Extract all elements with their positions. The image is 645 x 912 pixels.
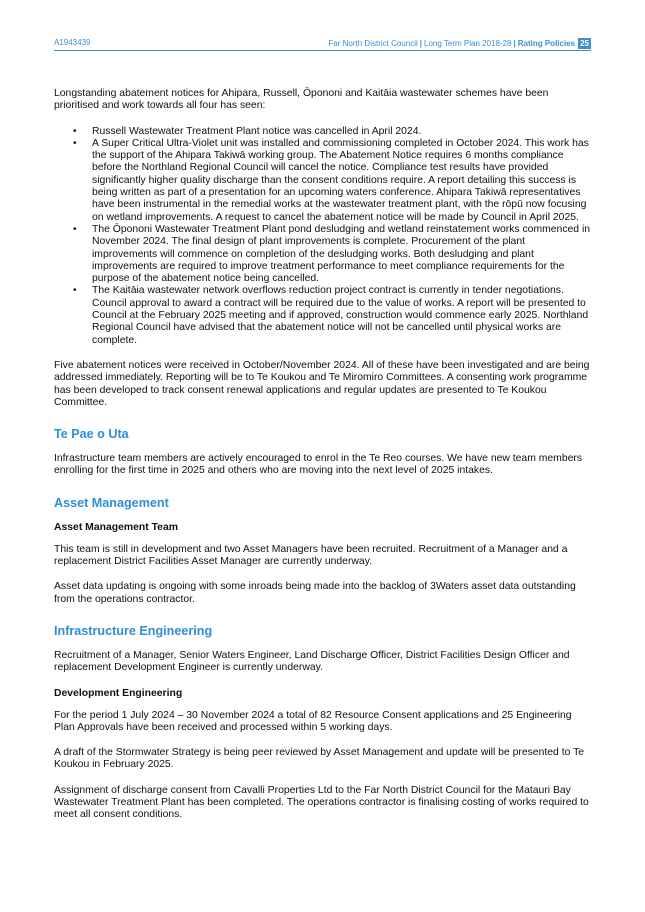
subheading-development-engineering: Development Engineering: [54, 687, 183, 699]
subheading-asset-management-team: Asset Management Team: [54, 521, 178, 533]
infra-paragraph: Recruitment of a Manager, Senior Waters Engineer, Land Discharge Officer, District Facilities Design Officer and replacement Development Engineer is currently underway.: [54, 649, 570, 674]
te-pae-paragraph: Infrastructure team members are actively encouraged to enrol in the Te Reo courses. We have new team members enrolling for the first time in 2025 and others who are moving into the next level of 2025 intakes.: [54, 453, 583, 477]
list-item: • The Kaitāia wastewater network overflows reduction project contract is currently in tender negotiations. Council approval to award a contract will be required due to the value of works. A report will be presented to Council at the February 2025 meeting and if approved, construction would commence early 2025. Northland Regional Council have advised that the abatement notice will not be cancelled until physical works are complete.: [92, 285, 592, 346]
list-item: • A Super Critical Ultra-Violet unit was installed and commissioning completed in October 2024. This work has the support of the Ahipara Takiwā working group. The Abatement Notice requires 6 months compliance before the Northland Regional Council will cancel the notice. Compliance test results have provided significantly higher quality discharge than the consent conditions require. A report detailing this success is being written as part of a presentation for an upcoming waters conference. Ahipara Takiwā representatives have been instrumental in the remedial works at the wastewater treatment plant, with the rōpū now focusing on wetland improvements. A request to cancel the abatement notice will be made by Council in April 2025.: [92, 138, 592, 224]
council-name: Far North District Council: [328, 39, 418, 48]
dev-eng-paragraph-2: A draft of the Stormwater Strategy is being peer reviewed by Asset Management and update will be presented to Te Koukou in February 2025.: [54, 747, 585, 771]
page-header: [54, 38, 591, 51]
abatement-paragraph: Five abatement notices were received in October/November 2024. All of these have been investigated and are being addressed immediately. Reporting will be to Te Koukou and Te Miromiro Committees. A consenting work programme has been developed to track consent renewal applications and regular updates are presented to Te Koukou Committee.: [54, 359, 590, 408]
header-title: Far North District Council | Long Term Plan 2018-28 | Rating Policies 25: [328, 39, 589, 48]
asset-paragraph-1: This team is still in development and two Asset Managers have been recruited. Recruitment of a Manager and a replacement District Facilities Asset Manager are currently underway.: [54, 543, 568, 568]
section-heading-infrastructure-engineering: Infrastructure Engineering: [54, 623, 213, 638]
dev-eng-paragraph-3: Assignment of discharge consent from Cavalli Properties Ltd to the Far North District Council for the Matauri Bay Wastewater Treatment Plant has been completed. The operations contractor is finalising costing of works required to meet all consent conditions.: [54, 784, 589, 821]
section-heading-asset-management: Asset Management: [54, 495, 169, 510]
section-name: Rating Policies: [517, 39, 576, 48]
list-item: • The Ōpononi Wastewater Treatment Plant pond desludging and wetland reinstatement works commenced in November 2024. The final design of plant improvements is complete. Procurement of the plant improvements will commence on completion of the desludging works. Both desludging and plant improvements are required to improve treatment performance to meet compliance requirements for the purpose of the abatement notice being cancelled.: [92, 224, 592, 285]
abatement-bullet-list: [54, 126, 592, 347]
list-item: • Russell Wastewater Treatment Plant notice was cancelled in April 2024.: [92, 126, 592, 138]
intro-paragraph: Longstanding abatement notices for Ahipara, Russell, Ōpononi and Kaitāia wastewater schemes have been prioritised and work towards all four has seen:: [54, 88, 549, 112]
dev-eng-paragraph-1: For the period 1 July 2024 – 30 November 2024 a total of 82 Resource Consent applications and 25 Engineering Plan Approvals have been received and processed within 5 working days.: [54, 709, 572, 733]
page-number: 25: [580, 39, 589, 48]
asset-paragraph-2: Asset data updating is ongoing with some inroads being made into the backlog of 3Waters asset data outstanding from the operations contractor.: [54, 581, 576, 605]
page-content: [54, 88, 592, 835]
plan-name: Long Term Plan 2018-28: [424, 39, 512, 48]
section-heading-te-pae-o-uta: Te Pae o Uta: [54, 427, 129, 442]
document-id: A1943439: [54, 38, 91, 47]
